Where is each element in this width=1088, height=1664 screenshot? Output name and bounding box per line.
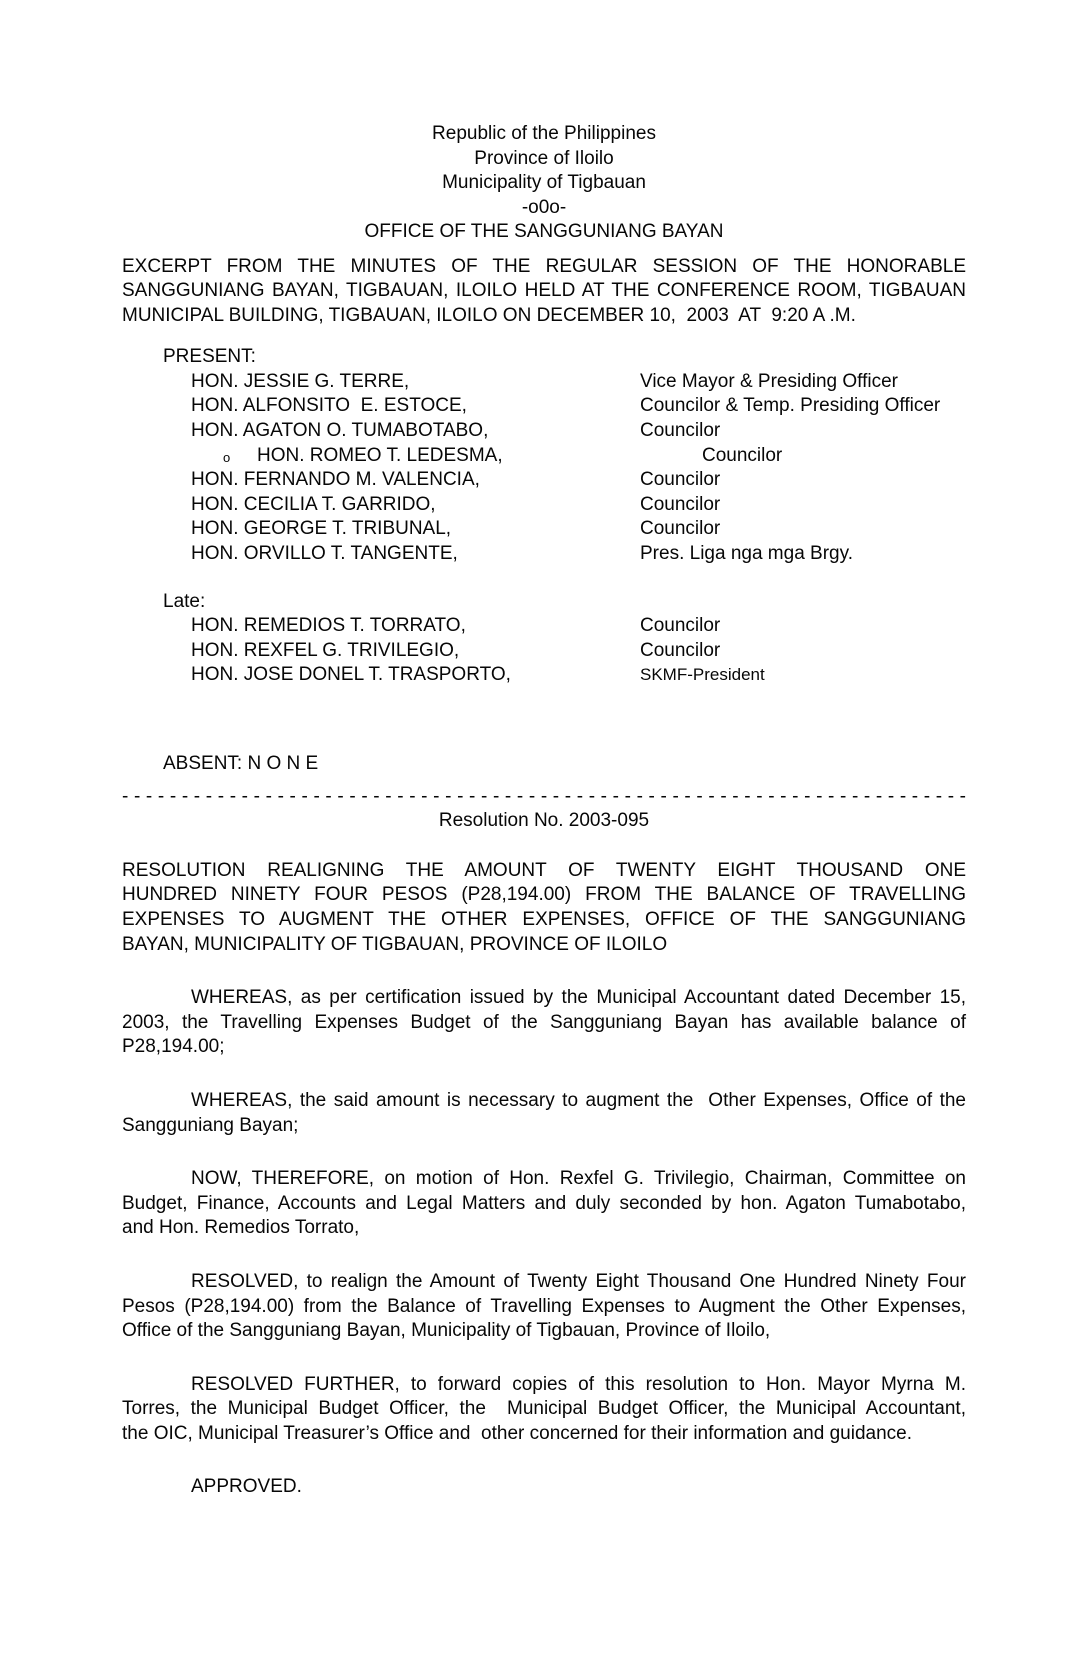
resolved-further-paragraph: [122, 1373, 966, 1447]
attendee-row: [122, 370, 966, 395]
attendee-row: [122, 468, 966, 493]
resolution-number: Resolution No. 2003-095: [438, 810, 650, 832]
attendee-name: HON. JESSIE G. TERRE,: [191, 370, 410, 392]
attendee-title: Councilor: [640, 615, 721, 637]
attendee-row: [122, 542, 966, 567]
attendee-title: Councilor: [640, 493, 721, 515]
paragraph-line: P28,194.00;: [122, 1036, 225, 1058]
attendee-name: HON. JOSE DONEL T. TRASPORTO,: [191, 664, 511, 686]
circle-bullet-icon: o: [223, 449, 231, 465]
present-label: PRESENT:: [163, 346, 256, 368]
attendee-row: [122, 493, 966, 518]
paragraph-line: Torres, the Municipal Budget Officer, the Municipal Budget Officer, the Municipal Accountant,: [122, 1398, 966, 1420]
attendee-row: [122, 663, 966, 688]
attendee-title: Councilor: [702, 444, 783, 466]
attendee-name: HON. CECILIA T. GARRIDO,: [191, 493, 436, 515]
resolution-title-paragraph: [122, 859, 966, 957]
excerpt-line: SANGGUNIANG BAYAN, TIGBAUAN, ILOILO HELD AT THE CONFERENCE ROOM, TIGBAUAN: [122, 280, 966, 302]
attendee-row: [122, 639, 966, 664]
late-label: Late:: [163, 590, 206, 612]
paragraph-line: RESOLVED, to realign the Amount of Twenty Eight Thousand One Hundred Ninety Four: [191, 1270, 966, 1292]
whereas-paragraph-1: [122, 986, 966, 1060]
attendee-name: HON. REXFEL G. TRIVILEGIO,: [191, 639, 460, 661]
attendee-title: Vice Mayor & Presiding Officer: [640, 370, 899, 392]
attendee-row: [122, 444, 966, 469]
attendee-row: [122, 614, 966, 639]
attendee-title: Councilor & Temp. Presiding Officer: [640, 395, 941, 417]
paragraph-line: 2003, the Travelling Expenses Budget of the Sangguniang Bayan has available balance of: [122, 1011, 966, 1033]
paragraph-line: NOW, THEREFORE, on motion of Hon. Rexfel G. Trivilegio, Chairman, Committee on: [191, 1168, 966, 1190]
now-therefore-paragraph: [122, 1167, 966, 1241]
paragraph-line: Pesos (P28,194.00) from the Balance of Travelling Expenses to Augment the Other Expenses,: [122, 1295, 966, 1317]
header-line-municipality: Municipality of Tigbauan: [442, 172, 646, 193]
paragraph-line: Sangguniang Bayan;: [122, 1114, 299, 1136]
attendee-title: Councilor: [640, 469, 721, 491]
attendee-row: [122, 517, 966, 542]
header-line-office: OFFICE OF THE SANGGUNIANG BAYAN: [364, 221, 724, 242]
attendee-title: Pres. Liga nga mga Brgy.: [640, 543, 853, 565]
document-header: [122, 122, 966, 245]
absent-line: ABSENT: N O N E: [163, 753, 319, 774]
attendee-title: SKMF-President: [640, 665, 765, 685]
attendee-title: Councilor: [640, 518, 721, 540]
paragraph-line: and Hon. Remedios Torrato,: [122, 1217, 360, 1239]
attendee-name: HON. FERNANDO M. VALENCIA,: [191, 469, 480, 491]
paragraph-line: the OIC, Municipal Treasurer’s Office and other concerned for their information and guidance.: [122, 1422, 912, 1444]
present-section: [122, 345, 966, 566]
paragraph-line: RESOLUTION REALIGNING THE AMOUNT OF TWENTY EIGHT THOUSAND ONE: [122, 859, 966, 881]
attendee-row: [122, 419, 966, 444]
attendee-name: HON. GEORGE T. TRIBUNAL,: [191, 518, 452, 540]
paragraph-line: HUNDRED NINETY FOUR PESOS (P28,194.00) FROM THE BALANCE OF TRAVELLING: [122, 884, 966, 906]
dashed-divider: - - - - - - - - - - - - - - - - - - - - - - - - - - - - - - - - - - - - - - - - - - - - - - - - - - - - - - - - - - - - - - - - - - - - - - -: [122, 785, 966, 807]
header-line-ornament: -o0o-: [521, 196, 567, 218]
excerpt-paragraph: [122, 255, 966, 329]
paragraph-line: WHEREAS, as per certification issued by the Municipal Accountant dated December 15,: [191, 987, 966, 1009]
attendee-row: [122, 394, 966, 419]
attendee-title: Councilor: [640, 639, 721, 661]
late-section: [122, 590, 966, 688]
paragraph-line: Budget, Finance, Accounts and Legal Matters and duly seconded by hon. Agaton Tumabotabo,: [122, 1192, 966, 1214]
excerpt-line: EXCERPT FROM THE MINUTES OF THE REGULAR SESSION OF THE HONORABLE: [122, 255, 966, 277]
attendee-name: HON. ALFONSITO E. ESTOCE,: [191, 395, 467, 417]
paragraph-line: RESOLVED FURTHER, to forward copies of this resolution to Hon. Mayor Myrna M.: [191, 1373, 966, 1395]
attendee-name: HON. ROMEO T. LEDESMA,: [257, 444, 503, 466]
whereas-paragraph-2: [122, 1089, 966, 1138]
header-line-province: Province of Iloilo: [474, 147, 614, 169]
attendee-title: Councilor: [640, 420, 721, 442]
attendee-name: HON. REMEDIOS T. TORRATO,: [191, 615, 466, 637]
resolved-paragraph: [122, 1270, 966, 1344]
paragraph-line: Office of the Sangguniang Bayan, Municipality of Tigbauan, Province of Iloilo,: [122, 1320, 771, 1342]
approved-line: APPROVED.: [191, 1476, 302, 1498]
excerpt-line: MUNICIPAL BUILDING, TIGBAUAN, ILOILO ON DECEMBER 10, 2003 AT 9:20 A .M.: [122, 304, 856, 326]
attendee-name: HON. AGATON O. TUMABOTABO,: [191, 420, 489, 442]
paragraph-line: EXPENSES TO AUGMENT THE OTHER EXPENSES, OFFICE OF THE SANGGUNIANG: [122, 908, 966, 930]
paragraph-line: BAYAN, MUNICIPALITY OF TIGBAUAN, PROVINCE OF ILOILO: [122, 933, 668, 955]
attendee-name: HON. ORVILLO T. TANGENTE,: [191, 543, 458, 565]
header-line-republic: Republic of the Philippines: [432, 123, 656, 144]
paragraph-line: WHEREAS, the said amount is necessary to augment the Other Expenses, Office of the: [191, 1089, 966, 1111]
